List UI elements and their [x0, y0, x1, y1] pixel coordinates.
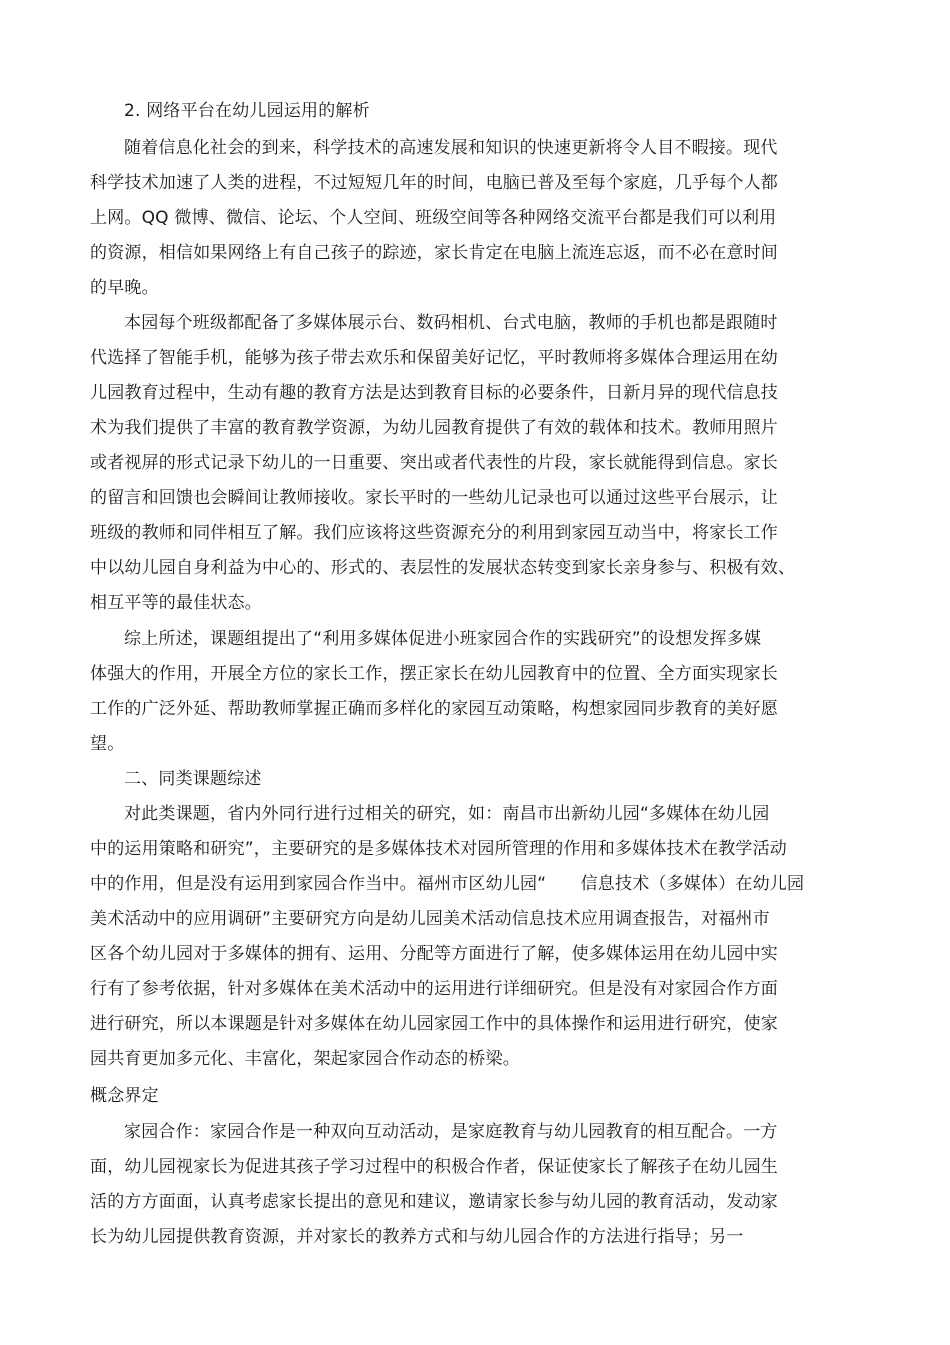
- paragraph-line: 家园合作：家园合作是一种双向互动活动，是家庭教育与幼儿园教育的相互配合。一方: [124, 1122, 778, 1142]
- paragraph-line: 体强大的作用，开展全方位的家长工作，摆正家长在幼儿园教育中的位置、全方面实现家长: [90, 664, 778, 684]
- paragraph-line: 随着信息化社会的到来，科学技术的高速发展和知识的快速更新将令人目不暇接。现代: [124, 138, 778, 158]
- paragraph-line: 长为幼儿园提供教育资源，并对家长的教养方式和与幼儿园合作的方法进行指导；另一: [90, 1227, 744, 1247]
- paragraph-line: 综上所述，课题组提出了“利用多媒体促进小班家园合作的实践研究”的设想发挥多媒: [124, 629, 762, 649]
- section-heading: 概念界定: [90, 1086, 159, 1106]
- section-heading: 二、同类课题综述: [124, 769, 262, 789]
- paragraph-line: 美术活动中的应用调研”主要研究方向是幼儿园美术活动信息技术应用调查报告，对福州市: [90, 909, 770, 929]
- paragraph-line: 科学技术加速了人类的进程，不过短短几年的时间，电脑已普及至每个家庭，几乎每个人都: [90, 173, 778, 193]
- paragraph-line: 班级的教师和同伴相互了解。我们应该将这些资源充分的利用到家园互动当中，将家长工作: [90, 523, 778, 543]
- paragraph-line: 儿园教育过程中，生动有趣的教育方法是达到教育目标的必要条件，日新月异的现代信息技: [90, 383, 778, 403]
- paragraph-line: 的早晚。: [90, 278, 159, 298]
- paragraph-line: 对此类课题，省内外同行进行过相关的研究，如：南昌市出新幼儿园“多媒体在幼儿园: [124, 804, 770, 824]
- paragraph-line: 中的运用策略和研究”，主要研究的是多媒体技术对园所管理的作用和多媒体技术在教学活动: [90, 839, 788, 859]
- paragraph-line: 相互平等的最佳状态。: [90, 593, 262, 613]
- paragraph-line: 区各个幼儿园对于多媒体的拥有、运用、分配等方面进行了解，使多媒体运用在幼儿园中实: [90, 944, 778, 964]
- paragraph-line: 活的方方面面，认真考虑家长提出的意见和建议，邀请家长参与幼儿园的教育活动，发动家: [90, 1192, 778, 1212]
- paragraph-line: 上网。QQ 微博、微信、论坛、个人空间、班级空间等各种网络交流平台都是我们可以利用: [90, 208, 777, 228]
- paragraph-line: 或者视屏的形式记录下幼儿的一日重要、突出或者代表性的片段，家长就能得到信息。家长: [90, 453, 778, 473]
- section-heading: 2. 网络平台在幼儿园运用的解析: [124, 101, 370, 121]
- paragraph-line: 园共育更加多元化、丰富化，架起家园合作动态的桥梁。: [90, 1049, 520, 1069]
- paragraph-line: 的留言和回馈也会瞬间让教师接收。家长平时的一些幼儿记录也可以通过这些平台展示，让: [90, 488, 778, 508]
- paragraph-line: 代选择了智能手机，能够为孩子带去欢乐和保留美好记忆，平时教师将多媒体合理运用在幼: [90, 348, 778, 368]
- paragraph-line: 的资源，相信如果网络上有自己孩子的踪迹，家长肯定在电脑上流连忘返，而不必在意时间: [90, 243, 778, 263]
- paragraph-line: 中以幼儿园自身利益为中心的、形式的、表层性的发展状态转变到家长亲身参与、积极有效、: [90, 558, 796, 578]
- paragraph-line: 中的作用，但是没有运用到家园合作当中。福州市区幼儿园“ 信息技术（多媒体）在幼儿园: [90, 874, 805, 894]
- paragraph-line: 工作的广泛外延、帮助教师掌握正确而多样化的家园互动策略，构想家园同步教育的美好愿: [90, 699, 778, 719]
- paragraph-line: 面，幼儿园视家长为促进其孩子学习过程中的积极合作者，保证使家长了解孩子在幼儿园生: [90, 1157, 778, 1177]
- paragraph-line: 行有了参考依据，针对多媒体在美术活动中的运用进行详细研究。但是没有对家园合作方面: [90, 979, 778, 999]
- paragraph-line: 术为我们提供了丰富的教育教学资源，为幼儿园教育提供了有效的载体和技术。教师用照片: [90, 418, 778, 438]
- paragraph-line: 本园每个班级都配备了多媒体展示台、数码相机、台式电脑，教师的手机也都是跟随时: [124, 313, 778, 333]
- paragraph-line: 望。: [90, 734, 125, 754]
- paragraph-line: 进行研究，所以本课题是针对多媒体在幼儿园家园工作中的具体操作和运用进行研究，使家: [90, 1014, 778, 1034]
